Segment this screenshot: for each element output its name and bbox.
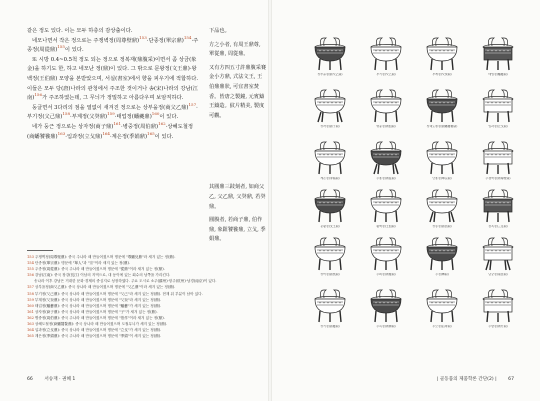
figure-caption: 상자정(商子鼎) bbox=[320, 125, 340, 128]
figure-caption: 병중정(周伯鼎) bbox=[376, 125, 396, 128]
classical-text-block: 圓腹者, 若商子鼎, 伯作鼎, 象鈕饕餮鼎, 立戈, 季娟鼎。 bbox=[209, 217, 266, 243]
vessel-figure bbox=[416, 186, 468, 229]
vessel-figure bbox=[360, 138, 412, 181]
ding-vessel-illustration bbox=[421, 86, 463, 124]
footnote-text: 송나라 이후 강남은 거대한 문화·경제의 중심지로 성장하였다. 주요 도시로 소주(蘇州)·항주(杭州)·남경(南京)이 있다. bbox=[34, 279, 217, 284]
body-paragraph bbox=[27, 56, 199, 104]
figure-caption: 태업정(蟠夔鼎) bbox=[488, 73, 508, 76]
ding-vessel-illustration bbox=[365, 138, 407, 176]
figure-caption: 상혜도철정(商蟠饕餮鼎) bbox=[426, 125, 458, 128]
body-text-segment: ·주종정(周從鼎) bbox=[27, 37, 199, 54]
left-page-number: 66 bbox=[27, 377, 33, 382]
footnote-number: 164 bbox=[27, 328, 34, 333]
vessel-figure bbox=[304, 286, 356, 329]
vessel-figure bbox=[472, 34, 524, 77]
figure-caption: 단종정(單宗鼎) bbox=[432, 177, 452, 180]
footnote-number: 161 bbox=[27, 309, 34, 314]
vessel-figure bbox=[472, 186, 524, 229]
footnote-number: 162 bbox=[27, 315, 34, 320]
body-text-segment: ·상혜도철정(商蟠饕餮鼎) bbox=[27, 123, 193, 140]
footnote bbox=[27, 333, 265, 339]
vessel-figure bbox=[304, 86, 356, 129]
ding-vessel-illustration bbox=[477, 138, 519, 176]
footnote-number: 165 bbox=[27, 334, 34, 339]
ding-vessel-illustration bbox=[477, 86, 519, 124]
body-text-segment: 이 있다. bbox=[154, 133, 174, 140]
vessel-figure bbox=[416, 86, 468, 129]
ding-vessel-illustration bbox=[477, 34, 519, 72]
vessel-figure bbox=[304, 34, 356, 77]
ding-vessel-illustration bbox=[309, 286, 351, 324]
ding-vessel-illustration bbox=[309, 186, 351, 224]
body-text-segment: 네모나면서 작은 정으로는 주쟁벽정(周尊壁鼎) bbox=[32, 37, 140, 44]
footnote-text: 주종정(周從鼎): 중국 주나라 때 만들어졌으며 명문에 "從鼎"이라 새겨 있는 정(鼎). bbox=[34, 267, 165, 272]
footnote-marker: 156 bbox=[34, 92, 43, 98]
footnote-number: 158 bbox=[27, 291, 34, 296]
figure-caption: 주희정(周姬鼎) bbox=[376, 273, 396, 276]
classical-text-block: 下品也。 bbox=[209, 28, 230, 34]
body-text-segment: ·병중정(周伯鼎) bbox=[121, 123, 159, 130]
footnote-marker: 160 bbox=[151, 111, 160, 117]
footnote-marker: 157 bbox=[188, 101, 197, 107]
body-paragraph bbox=[27, 123, 199, 142]
figure-caption: 무정(舞鼎) bbox=[435, 273, 449, 276]
body-paragraph bbox=[27, 101, 199, 123]
ding-vessel-illustration bbox=[365, 286, 407, 324]
body-text-segment: 또 시방 0.4~0.5척 정도 되는 정으로 정복재(鼎腹采)이면서 좀 상금(象金)을 하기도 한, 하고 네모난 정(鼎)이 있다. 그 밖으로 문왕정(文王鼎)·왕백정(王伯鼎) 모양을 본받았으며, 서실(書室)에서 향을 피우기에 적합하다. 이들은 모두 당(唐)나라의 관청에서 주조한 것이거나 송(宋)나라의 강남(江南) bbox=[27, 56, 199, 102]
vessel-figure bbox=[360, 234, 412, 277]
vessel-figure bbox=[416, 34, 468, 77]
footnote-marker: 158 bbox=[62, 111, 71, 117]
body-text-segment: 가 주조하였는데, 그 무늬가 정밀하고 아름다우며 보암직하다. bbox=[42, 95, 184, 102]
ding-vessel-illustration bbox=[421, 138, 463, 176]
footnote-number: 154 bbox=[27, 261, 34, 266]
left-running-head: 서승재 · 권혜 1 bbox=[44, 377, 76, 382]
footnote-text: 병중정(周伯鼎): 중국 주나라 때 만들어졌으며 명문에 "伯作"이라 새겨 있는 정(鼎). bbox=[34, 315, 165, 320]
vessel-figure bbox=[472, 286, 524, 329]
vessel-figure bbox=[416, 286, 468, 329]
figure-caption: 부계정(父癸鼎) bbox=[432, 73, 452, 76]
vessel-figure bbox=[472, 234, 524, 277]
vessel-figure bbox=[472, 138, 524, 181]
classical-chinese-column bbox=[209, 27, 267, 245]
footnote-marker: 153 bbox=[139, 34, 147, 40]
body-text-segment: ·태업정(蟠夔鼎) bbox=[114, 114, 152, 121]
classical-text-block: 其圓鼎三跂刻者, 如商父乙, 父乙鼎, 父癸鼎, 若癸鼎。 bbox=[209, 184, 266, 210]
footnote-number: 159 bbox=[27, 297, 34, 302]
ding-vessel-illustration bbox=[365, 34, 407, 72]
figure-caption: 입과정(立戈鼎) bbox=[488, 125, 508, 128]
figure-caption: 상어정(商魚鼎) bbox=[320, 273, 340, 276]
right-page-number: 67 bbox=[508, 377, 514, 382]
footnote-number: 160 bbox=[27, 303, 34, 308]
footnote-text: 상자정(商子鼎): 중국 상나라 때 만들어졌으며 명문에 "子"가 새겨 있는 정(鼎). bbox=[34, 309, 158, 314]
ding-vessel-illustration bbox=[365, 186, 407, 224]
footnote-number: 163 bbox=[27, 322, 34, 327]
body-text-segment: ·부계정(父癸鼎) bbox=[70, 114, 108, 121]
vessel-figure bbox=[416, 138, 468, 181]
figure-caption: 주방정(周方鼎) bbox=[488, 325, 508, 328]
figure-caption: 왕백정(王伯鼎) bbox=[376, 225, 396, 228]
footnote-text: 주쟁벽정(周尊壁鼎): 중국 주나라 때 만들어졌으며 명문에 "尊蟠兒鼎"라 새겨 있는 정(鼎). bbox=[34, 255, 176, 259]
classical-text-block: 方之小者, 有周王鼎尊, 單從鼎, 周從鼎。 bbox=[209, 41, 261, 58]
vessel-figure bbox=[360, 286, 412, 329]
footnote-number: 153 bbox=[27, 255, 34, 259]
body-text-segment: 이 있다. bbox=[159, 114, 179, 121]
ding-vessel-illustration bbox=[309, 86, 351, 124]
figure-caption: 상부을정(商父乙鼎) bbox=[317, 73, 343, 76]
right-running-head: | 골동품의 제품학론 간단(2) | bbox=[436, 377, 497, 382]
figure-caption: 삼족정(三足鼎) bbox=[488, 225, 508, 228]
figure-caption: 상기정(商夔鼎) bbox=[320, 325, 340, 328]
figure-caption: 후모정(后母鼎) bbox=[432, 325, 452, 328]
classical-text-block: 又有方四五寸許鼎腹采賽金小方鼎, 式法文王, 王伯鼎鼎狀, 可宜書室焚香。皆唐之製鐘, 元賓鑄王鑄造。紋片精美, 製度可觀。 bbox=[209, 64, 267, 119]
body-text-segment: 네가 둥근 정으로는 상자정(商子鼎) bbox=[32, 123, 114, 130]
main-text-column bbox=[27, 27, 199, 142]
body-text-segment: ·입과정(立戈鼎) bbox=[65, 133, 103, 140]
body-text-segment: ·단종정(單宗鼎) bbox=[146, 37, 184, 44]
body-text-segment: ·부기정(父己鼎) bbox=[27, 104, 198, 121]
ding-vessel-illustration bbox=[421, 186, 463, 224]
footnotes bbox=[27, 254, 265, 339]
footnote-number: 155 bbox=[27, 267, 34, 272]
ding-vessel-illustration bbox=[477, 234, 519, 272]
ding-vessel-illustration bbox=[309, 138, 351, 176]
vessel-figure bbox=[360, 186, 412, 229]
right-footer bbox=[437, 376, 514, 382]
footnote-text: 상부을정(商父乙鼎): 중국 상나라 때 만들어졌으며 명문에 "父乙鼎"이라 새겨 있는 정(鼎). bbox=[34, 285, 176, 290]
footnote-text: 입과정(立戈鼎): 중국 상나라 때 만들어졌으며 명문에 "立戈"가 새겨 있는 정(鼎). bbox=[34, 328, 162, 333]
ding-vessel-illustration bbox=[309, 234, 351, 272]
ding-vessel-illustration bbox=[477, 286, 519, 324]
footnote-text: 계은정(季娟鼎): 중국 주나라 때 만들어졌으며 명문에 "季娟"이 새겨 있는 정(鼎). bbox=[34, 334, 162, 339]
figure-caption: 부기정(父己鼎) bbox=[376, 73, 396, 76]
vessel-figure bbox=[360, 34, 412, 77]
ding-vessel-illustration bbox=[365, 86, 407, 124]
body-text-segment: ·계은정(季娟鼎) bbox=[109, 133, 148, 140]
footnote-marker: 161 bbox=[113, 121, 122, 127]
footnote-text: 상혜도철정(商蟠饕餮鼎): 중국 상나라 때 만들어졌으며 도철무늬가 새겨 있는 정(鼎). bbox=[34, 322, 168, 327]
footnote-number: 156 bbox=[27, 273, 34, 278]
footnote-marker: 155 bbox=[57, 44, 65, 50]
ding-vessel-illustration bbox=[309, 34, 351, 72]
left-footer bbox=[27, 376, 75, 382]
ding-vessel-illustration bbox=[421, 34, 463, 72]
vessel-figure bbox=[360, 86, 412, 129]
book-gutter bbox=[268, 0, 272, 401]
figure-caption: 주종정(周從鼎) bbox=[376, 177, 396, 180]
body-text-segment: 같은 정도 있다. 이는 모두 하층의 감상출이다. bbox=[27, 28, 133, 34]
footnote-marker: 165 bbox=[147, 130, 155, 136]
vessel-figure bbox=[472, 86, 524, 129]
footnote-marker: 163 bbox=[57, 130, 66, 136]
figure-caption: 계은정(季娟鼎) bbox=[320, 177, 340, 180]
footnote-marker: 159 bbox=[107, 111, 115, 117]
footnote-marker: 164 bbox=[102, 130, 110, 136]
footnote-marker: 154 bbox=[183, 34, 192, 40]
vessel-figure bbox=[304, 234, 356, 277]
footnote-text: 태업정(蟠夔鼎): 중국 상나라 때 만들어졌으며 명문에 "蟠夔"가 새겨 있는 정(鼎). bbox=[34, 303, 162, 308]
ding-vessel-illustration bbox=[421, 286, 463, 324]
body-text-segment: 이 있다. bbox=[64, 47, 84, 54]
figure-caption: 상유정(商卣鼎) bbox=[432, 225, 452, 228]
body-text-segment: 동글면서 3다리의 점을 열없이 새겨진 정으로는 상부을정(商父乙鼎) bbox=[32, 104, 189, 111]
vessel-figure bbox=[416, 234, 468, 277]
footnote-rule bbox=[27, 250, 53, 251]
footnote-text: 단종정(單宗鼎): 명문에 "單人"과 "宗"이라 새겨 있는 정(鼎). bbox=[34, 261, 131, 266]
ding-vessel-illustration bbox=[421, 234, 463, 272]
vessel-figure bbox=[304, 186, 356, 229]
figure-caption: 남궁정(南宮鼎) bbox=[488, 273, 508, 276]
ding-vessel-illustration bbox=[477, 186, 519, 224]
figure-caption: 주쟁벽정(周尊壁鼎) bbox=[485, 177, 511, 180]
figure-caption: 주목정(周穆鼎) bbox=[376, 325, 396, 328]
body-paragraph bbox=[27, 27, 199, 37]
footnote-text: 부계정(父癸鼎): 중국 상나라 때 만들어졌으며 명문에 "父癸"라 새겨 있는 정(鼎). bbox=[34, 297, 162, 302]
body-paragraph bbox=[27, 34, 199, 56]
figure-caption: 문왕정(文王鼎) bbox=[320, 225, 340, 228]
footnote-text: 강남(江南): 중국 장강(長江) 이남의 지역으로, 대 동이에 있는 회수의 남쪽을 가리킨다. bbox=[34, 273, 171, 278]
footnote-text: 부기정(父己鼎): 중국 상나라 때 만들어졌으며 명문에 "父己"라 새겨 있는 정(鼎). 현재 뒤 부분이 남아 있다. bbox=[34, 291, 203, 296]
footnote-marker: 162 bbox=[158, 121, 166, 127]
footnote-number: 157 bbox=[27, 285, 34, 290]
vessel-figure bbox=[304, 138, 356, 181]
ding-vessel-illustration bbox=[365, 234, 407, 272]
